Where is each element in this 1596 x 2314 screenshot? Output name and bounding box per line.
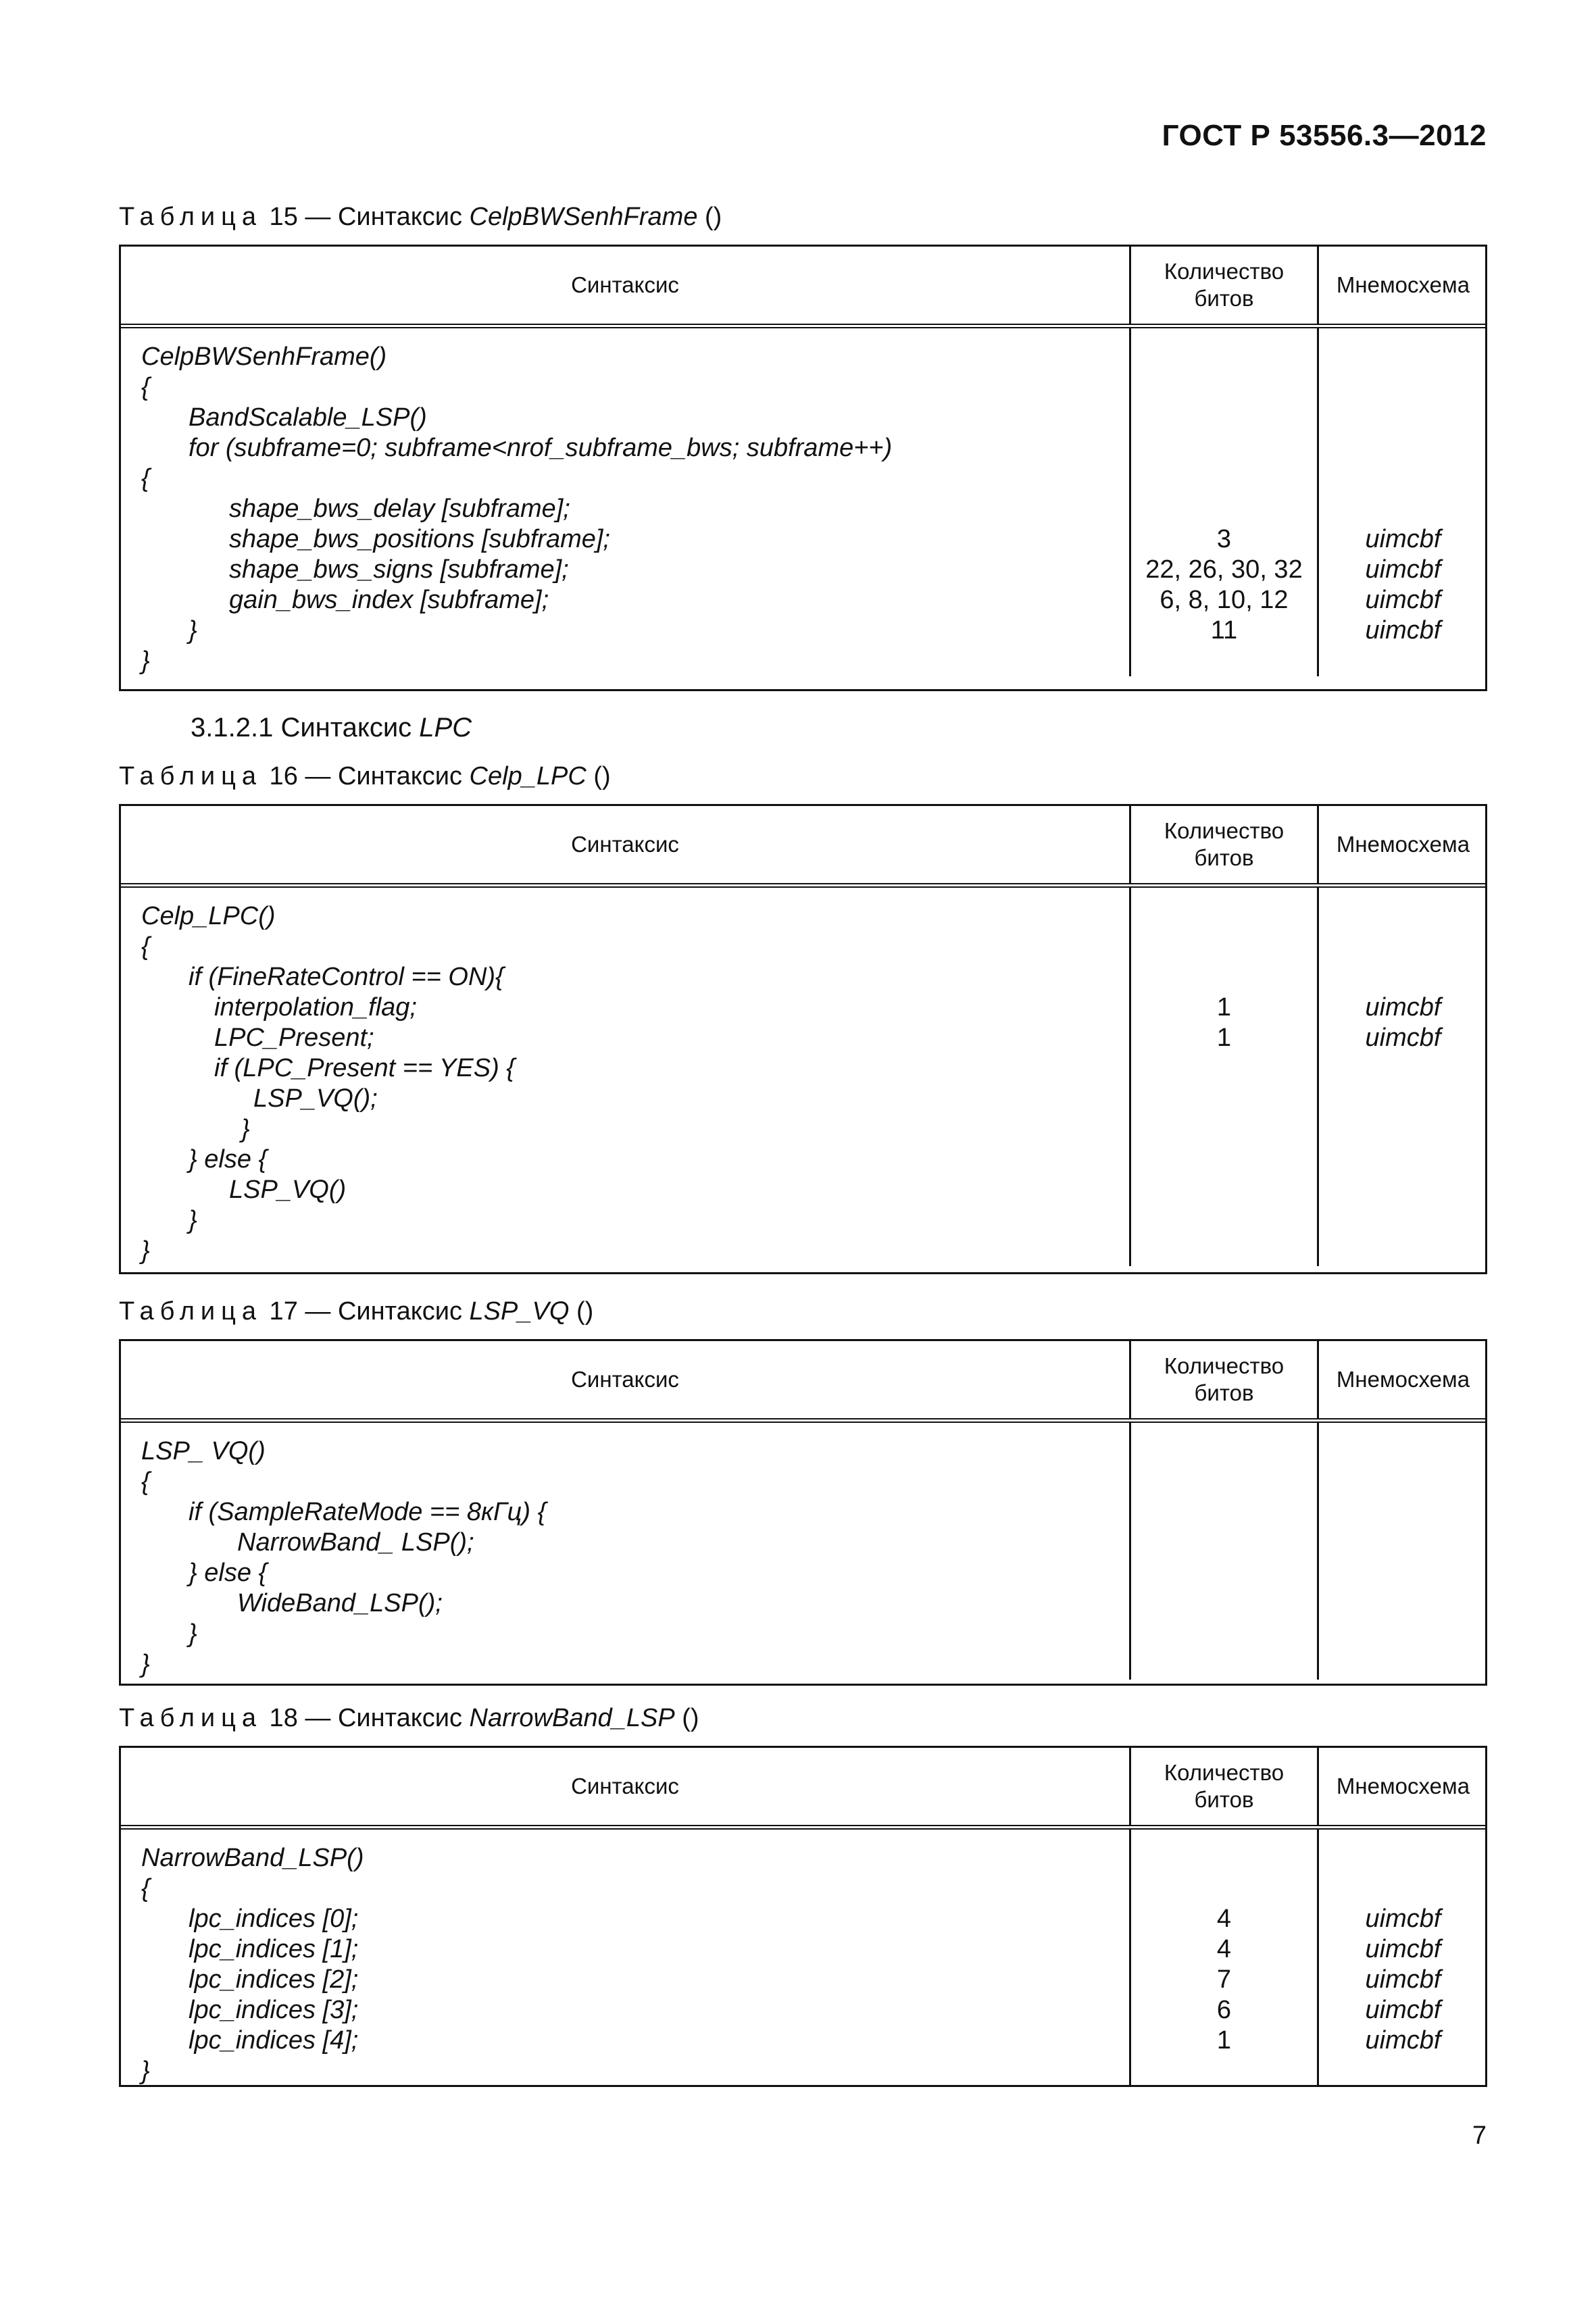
syntax-code: { <box>141 464 150 493</box>
table-body <box>121 888 1485 1266</box>
table-row <box>121 1649 1485 1680</box>
table-row <box>121 372 1485 403</box>
caption-text: 17 — Синтаксис <box>262 1297 470 1326</box>
syntax-code: lpc_indices [0]; <box>189 1905 359 1933</box>
table-row <box>121 1528 1485 1558</box>
mnemonic: uimcbf <box>1365 525 1441 553</box>
syntax-code: } <box>141 2057 150 2085</box>
table-body <box>121 1423 1485 1680</box>
header-syntax: Синтаксис <box>571 1774 679 1799</box>
bit-count: 1 <box>1216 993 1232 1022</box>
table-row <box>121 1588 1485 1619</box>
caption-function: LSP_VQ <box>469 1297 570 1326</box>
header-bit-count: Количество битов <box>1164 818 1285 870</box>
table-row <box>121 1558 1485 1588</box>
table-row <box>121 1965 1485 1995</box>
caption-text: 18 — Синтаксис <box>262 1704 470 1732</box>
table-caption <box>119 1704 699 1733</box>
syntax-code: LSP_ VQ() <box>141 1437 266 1465</box>
bit-count: 6 <box>1216 1996 1232 2024</box>
table-row <box>121 342 1485 372</box>
table-row <box>121 1114 1485 1145</box>
bit-count: 4 <box>1216 1935 1232 1963</box>
table-row <box>121 1084 1485 1114</box>
table-row <box>121 962 1485 992</box>
subsection-heading: 3.1.2.1 Синтаксис LPC <box>191 713 472 743</box>
header-mnemonic: Мнемосхема <box>1336 1367 1470 1392</box>
caption-label: Таблица <box>119 1704 262 1732</box>
table-body <box>121 1830 1485 2086</box>
syntax-code: NarrowBand_LSP() <box>141 1844 364 1872</box>
caption-tail: () <box>697 203 722 231</box>
syntax-table-15 <box>119 245 1487 691</box>
syntax-code: LSP_VQ() <box>229 1176 347 1204</box>
syntax-code: LPC_Present; <box>214 1024 374 1052</box>
caption-label: Таблица <box>119 762 262 790</box>
table-row <box>121 2026 1485 2056</box>
syntax-code: BandScalable_LSP() <box>189 403 427 432</box>
bit-count: 1 <box>1216 1024 1232 1052</box>
syntax-code: gain_bws_index [subframe]; <box>229 586 549 614</box>
table-row <box>121 524 1485 555</box>
syntax-code: } <box>189 616 197 645</box>
table-row <box>121 1145 1485 1175</box>
caption-label: Таблица <box>119 1297 262 1326</box>
table-row <box>121 1497 1485 1528</box>
syntax-code: CelpBWSenhFrame() <box>141 343 387 371</box>
bit-count: 7 <box>1216 1965 1232 1994</box>
bit-count: 3 <box>1216 525 1232 553</box>
syntax-code: interpolation_flag; <box>214 993 417 1022</box>
mnemonic: uimcbf <box>1365 616 1441 645</box>
table-row <box>121 1934 1485 1965</box>
table-caption <box>119 203 722 232</box>
syntax-code: { <box>141 1874 150 1903</box>
table-header <box>121 1341 1485 1423</box>
mnemonic: uimcbf <box>1365 555 1441 584</box>
header-syntax: Синтаксис <box>571 272 679 297</box>
table-row <box>121 403 1485 433</box>
table-row <box>121 1053 1485 1084</box>
syntax-code: lpc_indices [3]; <box>189 1996 359 2024</box>
header-syntax: Синтаксис <box>571 832 679 857</box>
syntax-code: lpc_indices [4]; <box>189 2026 359 2055</box>
syntax-code: for (subframe=0; subframe<nrof_subframe_bws; subframe++) <box>189 434 893 462</box>
bit-count: 22, 26, 30, 32 <box>1145 555 1303 584</box>
table-row <box>121 1904 1485 1934</box>
header-mnemonic: Мнемосхема <box>1336 1774 1470 1799</box>
bit-count: 1 <box>1216 2026 1232 2055</box>
table-row <box>121 1175 1485 1205</box>
syntax-code: shape_bws_positions [subframe]; <box>229 525 610 553</box>
syntax-code: } else { <box>189 1145 268 1174</box>
syntax-code: LSP_VQ(); <box>253 1084 378 1113</box>
mnemonic: uimcbf <box>1365 993 1441 1022</box>
mnemonic: uimcbf <box>1365 1024 1441 1052</box>
caption-tail: () <box>586 762 611 790</box>
syntax-code: if (FineRateControl == ON){ <box>189 963 504 991</box>
table-header <box>121 247 1485 328</box>
caption-function: Celp_LPC <box>469 762 587 790</box>
mnemonic: uimcbf <box>1365 1935 1441 1963</box>
table-row <box>121 901 1485 932</box>
bit-count: 11 <box>1210 616 1238 645</box>
syntax-code: } <box>141 1236 150 1265</box>
syntax-code: NarrowBand_ LSP(); <box>237 1528 474 1557</box>
table-row <box>121 1467 1485 1497</box>
syntax-code: shape_bws_signs [subframe]; <box>229 555 569 584</box>
syntax-code: } else { <box>189 1559 268 1587</box>
syntax-code: if (SampleRateMode == 8кГц) { <box>189 1498 547 1526</box>
syntax-code: lpc_indices [2]; <box>189 1965 359 1994</box>
table-row <box>121 1843 1485 1873</box>
header-bit-count: Количество битов <box>1164 1760 1285 1812</box>
table-caption <box>119 762 611 791</box>
table-row <box>121 555 1485 585</box>
caption-label: Таблица <box>119 203 262 231</box>
mnemonic: uimcbf <box>1365 1905 1441 1933</box>
table-row <box>121 615 1485 646</box>
syntax-code: } <box>189 1206 197 1234</box>
syntax-code: shape_bws_delay [subframe]; <box>229 495 570 523</box>
table-row <box>121 463 1485 494</box>
table-row <box>121 2056 1485 2086</box>
table-row <box>121 932 1485 962</box>
mnemonic: uimcbf <box>1365 1996 1441 2024</box>
header-bit-count: Количество битов <box>1164 259 1285 311</box>
syntax-table-17 <box>119 1339 1487 1686</box>
caption-text: 16 — Синтаксис <box>262 762 470 790</box>
bit-count: 6, 8, 10, 12 <box>1159 586 1289 614</box>
caption-text: 15 — Синтаксис <box>262 203 470 231</box>
table-header <box>121 806 1485 888</box>
table-header <box>121 1748 1485 1830</box>
header-bit-count: Количество битов <box>1164 1353 1285 1405</box>
table-row <box>121 1619 1485 1649</box>
document-header: ГОСТ Р 53556.3—2012 <box>1162 119 1487 152</box>
syntax-code: } <box>141 1650 150 1678</box>
syntax-table-16 <box>119 804 1487 1274</box>
page-number: 7 <box>1472 2121 1487 2150</box>
mnemonic: uimcbf <box>1365 1965 1441 1994</box>
syntax-code: { <box>141 373 150 401</box>
caption-function: CelpBWSenhFrame <box>469 203 698 231</box>
syntax-code: { <box>141 1467 150 1496</box>
table-row <box>121 433 1485 463</box>
table-row <box>121 992 1485 1023</box>
syntax-code: { <box>141 932 150 961</box>
table-caption <box>119 1297 593 1326</box>
table-row <box>121 1995 1485 2026</box>
syntax-code: } <box>189 1619 197 1648</box>
syntax-code: WideBand_LSP(); <box>237 1589 443 1617</box>
table-row <box>121 1236 1485 1266</box>
caption-tail: () <box>674 1704 699 1732</box>
syntax-code: if (LPC_Present == YES) { <box>214 1054 515 1082</box>
syntax-code: lpc_indices [1]; <box>189 1935 359 1963</box>
syntax-code: Celp_LPC() <box>141 902 276 930</box>
table-row <box>121 1205 1485 1236</box>
table-row <box>121 646 1485 676</box>
header-syntax: Синтаксис <box>571 1367 679 1392</box>
table-row <box>121 1436 1485 1467</box>
syntax-code: } <box>141 647 150 675</box>
table-row <box>121 1023 1485 1053</box>
syntax-table-18 <box>119 1746 1487 2087</box>
table-body <box>121 328 1485 676</box>
table-row <box>121 1873 1485 1904</box>
bit-count: 4 <box>1216 1905 1232 1933</box>
mnemonic: uimcbf <box>1365 2026 1441 2055</box>
table-row <box>121 585 1485 615</box>
syntax-code: } <box>241 1115 250 1143</box>
table-row <box>121 494 1485 524</box>
header-mnemonic: Мнемосхема <box>1336 832 1470 857</box>
mnemonic: uimcbf <box>1365 586 1441 614</box>
caption-function: NarrowBand_LSP <box>469 1704 675 1732</box>
header-mnemonic: Мнемосхема <box>1336 272 1470 297</box>
caption-tail: () <box>569 1297 594 1326</box>
